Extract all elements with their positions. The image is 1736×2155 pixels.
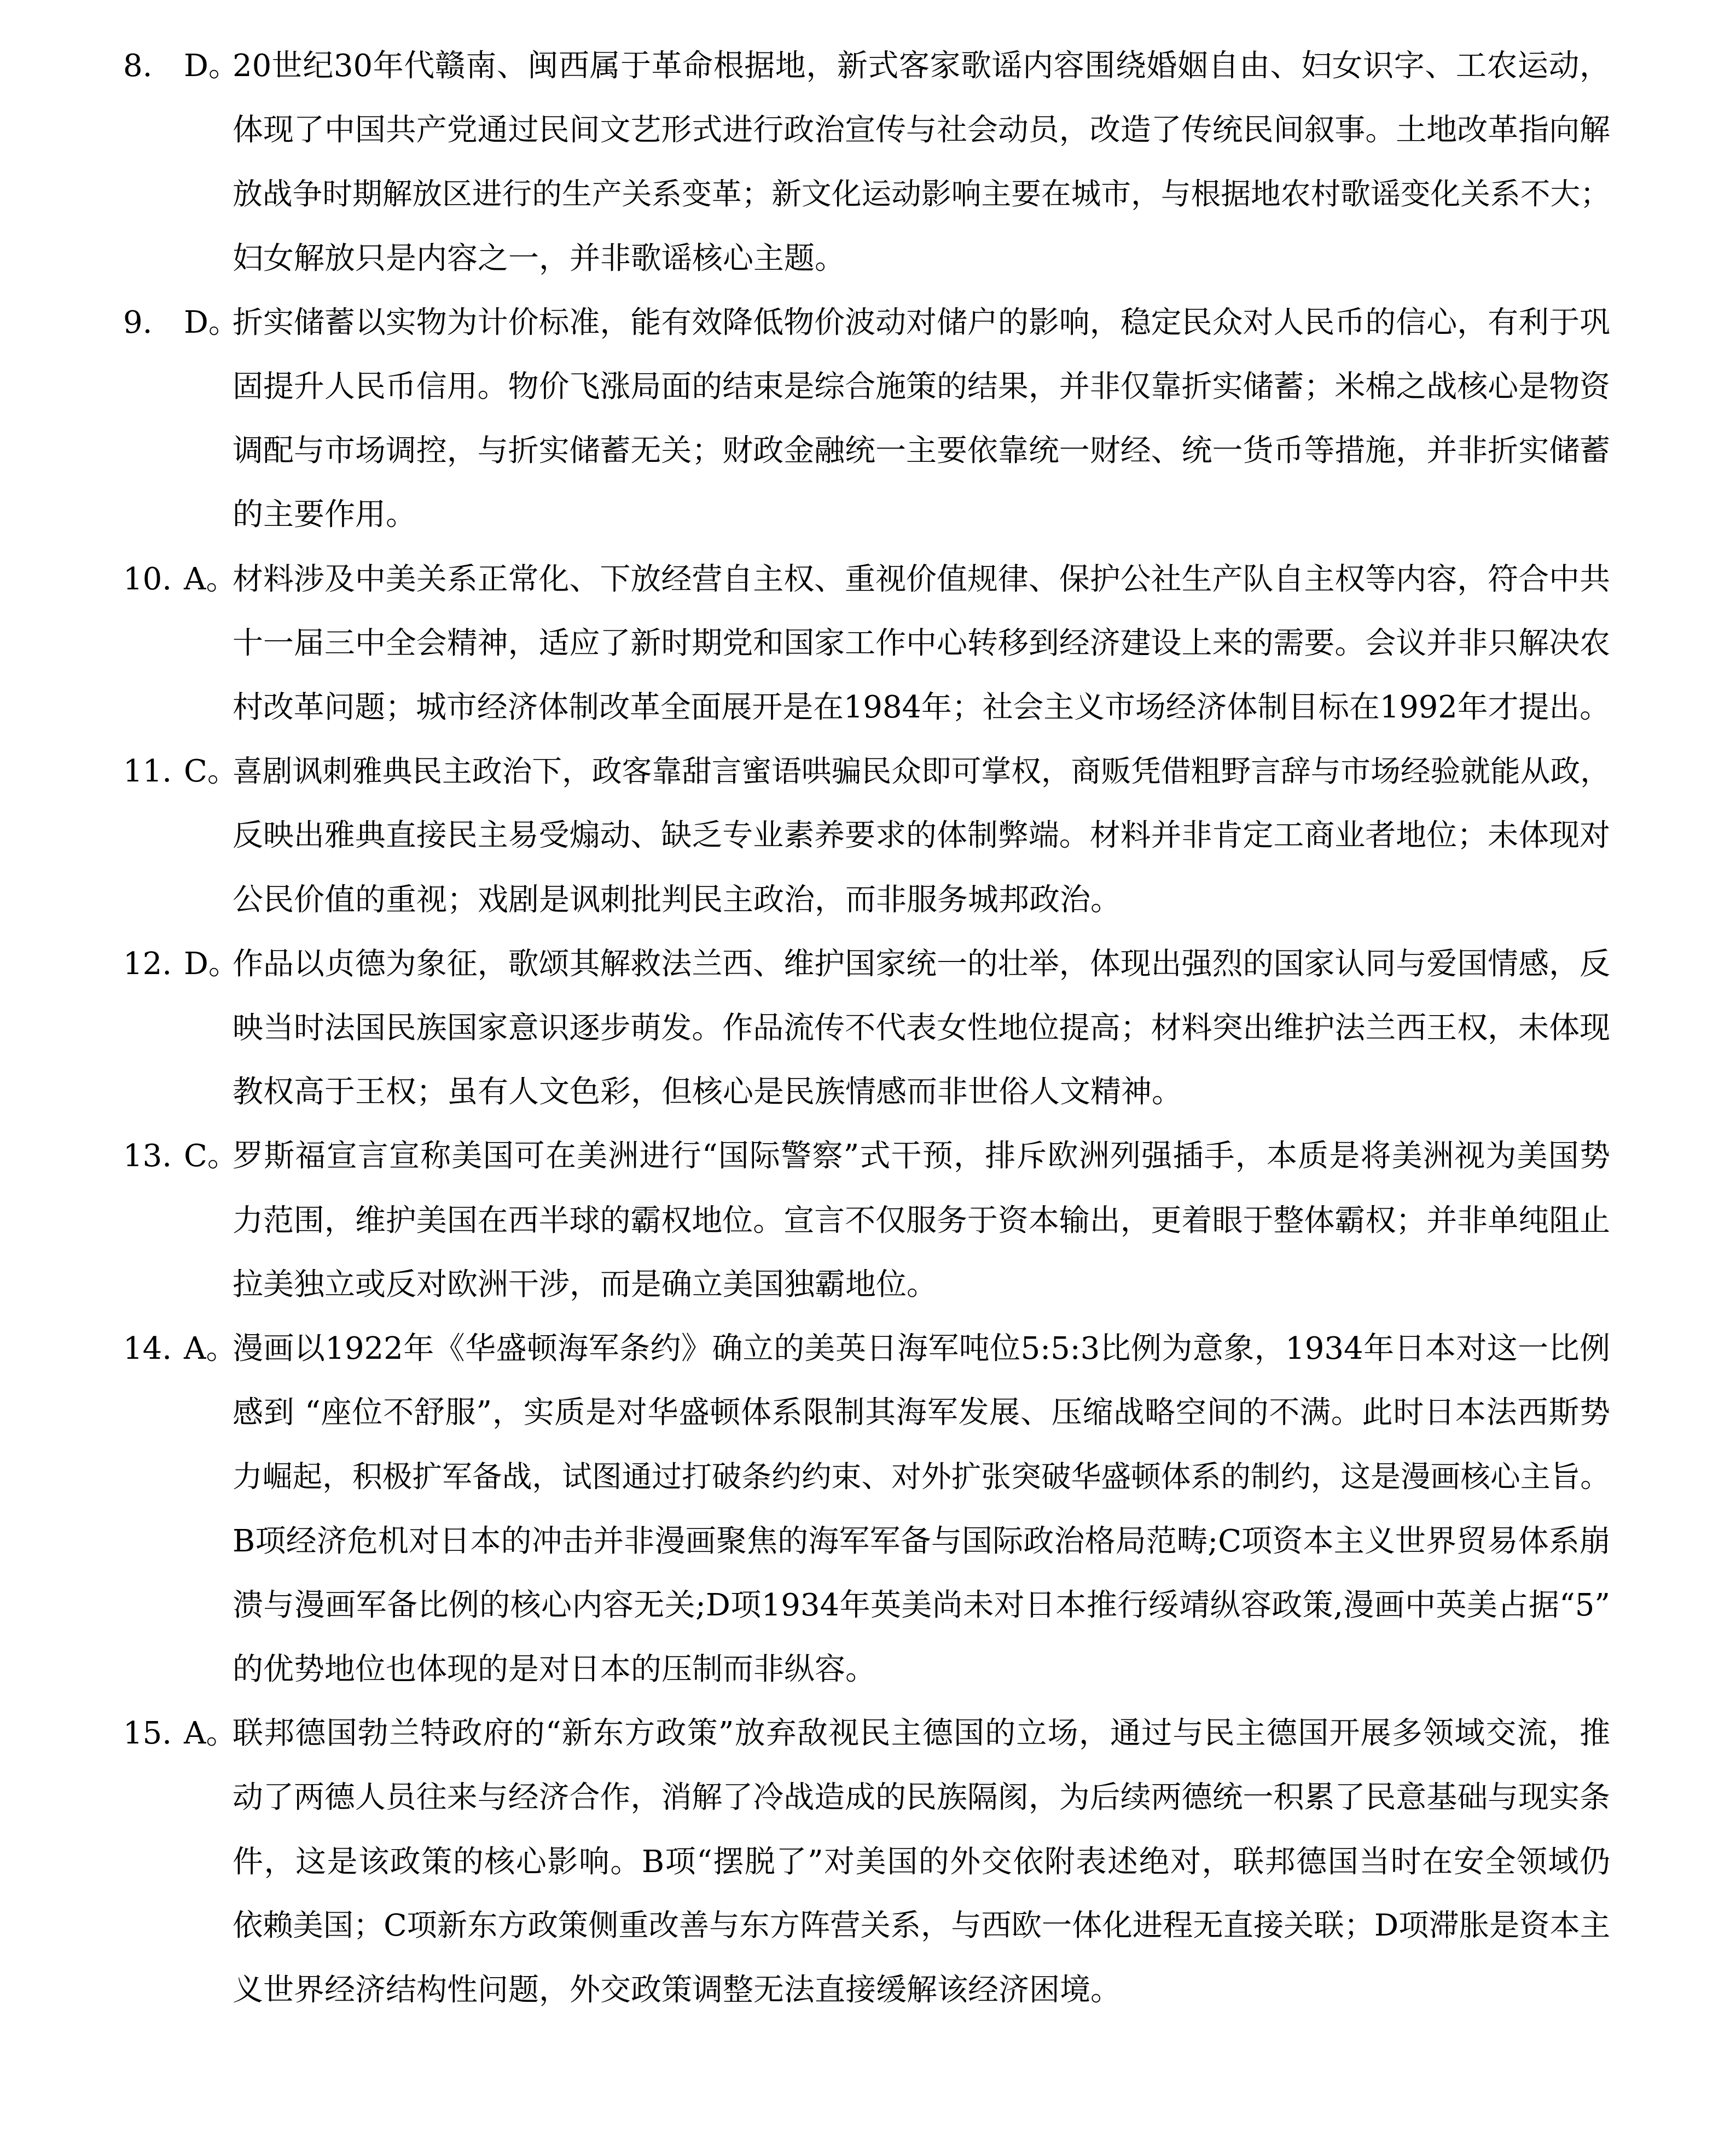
explanation-line: 力崛起，积极扩军备战，试图通过打破条约约束、对外扩张突破华盛顿体系的制约，这是漫画核心主旨。 bbox=[233, 1459, 1610, 1494]
explanation-line: 村改革问题；城市经济体制改革全面展开是在1984年；社会主义市场经济体制目标在1992年才提出。 bbox=[233, 689, 1610, 725]
explanation-line: 联邦德国勃兰特政府的“新东方政策”放弃敌视民主德国的立场，通过与民主德国开展多领域交流，推 bbox=[233, 1716, 1610, 1752]
explanation-line: 漫画以1922年《华盛顿海军条约》确立的美英日海军吨位5:5:3比例为意象，1934年日本对这一比例 bbox=[233, 1331, 1610, 1366]
explanation-line: B项经济危机对日本的冲击并非漫画聚焦的海军军备与国际政治格局范畴;C项资本主义世界贸易体系崩 bbox=[233, 1523, 1610, 1559]
answer-letter: D。 bbox=[184, 946, 239, 982]
question-number: 8. bbox=[123, 48, 153, 84]
answer-letter: A。 bbox=[184, 1716, 237, 1752]
answer-letter: C。 bbox=[184, 754, 238, 790]
explanation-line: 调配与市场调控，与折实储蓄无关；财政金融统一主要依靠统一财经、统一货币等措施，并非折实储蓄 bbox=[233, 433, 1610, 469]
explanation-line: 材料涉及中美关系正常化、下放经营自主权、重视价值规律、保护公社生产队自主权等内容，符合中共 bbox=[233, 561, 1610, 597]
explanation-line: 感到 “座位不舒服”，实质是对华盛顿体系限制其海军发展、压缩战略空间的不满。此时日本法西斯势 bbox=[233, 1395, 1610, 1431]
explanation-line: 十一届三中全会精神，适应了新时期党和国家工作中心转移到经济建设上来的需要。会议并非只解决农 bbox=[233, 625, 1610, 661]
explanation-line: 罗斯福宣言宣称美国可在美洲进行“国际警察”式干预，排斥欧洲列强插手，本质是将美洲视为美国势 bbox=[233, 1138, 1610, 1174]
question-number: 12. bbox=[123, 946, 172, 982]
question-number: 13. bbox=[123, 1138, 172, 1174]
explanation-line: 件，这是该政策的核心影响。B项“摆脱了”对美国的外交依附表述绝对，联邦德国当时在安全领域仍 bbox=[233, 1844, 1610, 1880]
explanation-line: 的优势地位也体现的是对日本的压制而非纵容。 bbox=[233, 1652, 876, 1687]
explanation-line: 固提升人民币信用。物价飞涨局面的结束是综合施策的结果，并非仅靠折实储蓄；米棉之战核心是物资 bbox=[233, 368, 1610, 404]
answer-letter: C。 bbox=[184, 1138, 238, 1174]
explanation-line: 映当时法国民族国家意识逐步萌发。作品流传不代表女性地位提高；材料突出维护法兰西王权，未体现 bbox=[233, 1010, 1610, 1046]
explanation-line: 20世纪30年代赣南、闽西属于革命根据地，新式客家歌谣内容围绕婚姻自由、妇女识字、工农运动， bbox=[233, 48, 1610, 84]
explanation-line: 动了两德人员往来与经济合作，消解了冷战造成的民族隔阂，为后续两德统一积累了民意基础与现实条 bbox=[233, 1780, 1610, 1816]
question-number: 15. bbox=[123, 1716, 172, 1752]
explanation-line: 义世界经济结构性问题，外交政策调整无法直接缓解该经济困境。 bbox=[233, 1972, 1121, 2008]
explanation-line: 反映出雅典直接民主易受煽动、缺乏专业素养要求的体制弊端。材料并非肯定工商业者地位；未体现对 bbox=[233, 818, 1610, 854]
answer-letter: D。 bbox=[184, 48, 239, 84]
answer-letter: A。 bbox=[184, 561, 237, 597]
question-number: 11. bbox=[123, 754, 172, 790]
explanation-line: 拉美独立或反对欧洲干涉，而是确立美国独霸地位。 bbox=[233, 1266, 937, 1302]
question-number: 14. bbox=[123, 1331, 172, 1366]
question-number: 9. bbox=[123, 304, 153, 340]
explanation-line: 喜剧讽刺雅典民主政治下，政客靠甜言蜜语哄骗民众即可掌权，商贩凭借粗野言辞与市场经验就能从政， bbox=[233, 754, 1610, 789]
explanation-line: 作品以贞德为象征，歌颂其解救法兰西、维护国家统一的壮举，体现出强烈的国家认同与爱国情感，反 bbox=[233, 946, 1610, 982]
answer-letter: A。 bbox=[184, 1331, 237, 1366]
explanation-line: 体现了中国共产党通过民间文艺形式进行政治宣传与社会动员，改造了传统民间叙事。土地改革指向解 bbox=[233, 112, 1610, 148]
explanation-line: 妇女解放只是内容之一，并非歌谣核心主题。 bbox=[233, 240, 845, 276]
explanation-line: 溃与漫画军备比例的核心内容无关;D项1934年英美尚未对日本推行绥靖纵容政策,漫画中英美占据“5” bbox=[233, 1587, 1610, 1623]
explanation-line: 力范围，维护美国在西半球的霸权地位。宣言不仅服务于资本输出，更着眼于整体霸权；并非单纯阻止 bbox=[233, 1202, 1610, 1238]
answer-letter: D。 bbox=[184, 304, 239, 340]
explanation-line: 放战争时期解放区进行的生产关系变革；新文化运动影响主要在城市，与根据地农村歌谣变化关系不大； bbox=[233, 176, 1610, 212]
explanation-line: 教权高于王权；虽有人文色彩，但核心是民族情感而非世俗人文精神。 bbox=[233, 1074, 1182, 1110]
question-number: 10. bbox=[123, 561, 172, 597]
explanation-line: 依赖美国；C项新东方政策侧重改善与东方阵营关系，与西欧一体化进程无直接关联；D项滞胀是资本主 bbox=[233, 1908, 1610, 1943]
explanation-line: 公民价值的重视；戏剧是讽刺批判民主政治，而非服务城邦政治。 bbox=[233, 882, 1121, 918]
explanation-line: 折实储蓄以实物为计价标准，能有效降低物价波动对储户的影响，稳定民众对人民币的信心，有利于巩 bbox=[233, 304, 1610, 340]
explanation-line: 的主要作用。 bbox=[233, 497, 416, 533]
